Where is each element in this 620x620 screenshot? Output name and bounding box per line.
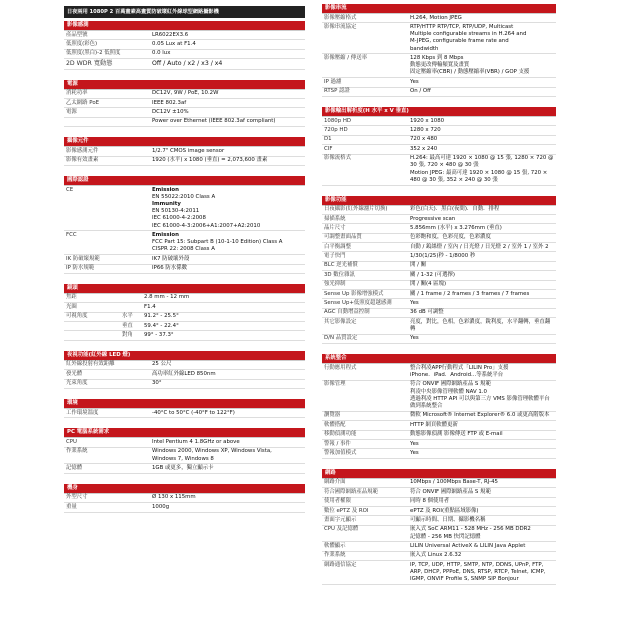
spec-value: 自動 / 鎢絲燈 / 室內 / 日光燈 / 日光燈 2 / 室外 1 / 室外 2 xyxy=(408,243,556,252)
spec-value: 色彩飽和度，色彩亮度，色彩濃度 xyxy=(408,233,556,242)
spec-row xyxy=(322,23,556,54)
spec-row xyxy=(322,271,556,280)
spec-value: DC12V ±10% xyxy=(150,108,305,117)
spec-value: H.264, Motion JPEG xyxy=(408,14,556,23)
spec-label: 軟體顯示 xyxy=(322,542,408,551)
spec-value: 1GB 或更多，獨立顯示卡 xyxy=(150,464,305,473)
spec-label: 可調整畫面品質 xyxy=(322,233,408,242)
right-spec-section xyxy=(322,469,556,585)
spec-table xyxy=(64,494,305,513)
spec-row xyxy=(64,40,305,49)
spec-value: RTP/HTTP RTP/TCP, RTP/UDP, Multicast Multiple configurable streams in H.264 and M-JPEG, configurable frame rate and bandwidth xyxy=(408,23,556,54)
spec-row xyxy=(64,186,305,231)
spec-row xyxy=(322,54,556,78)
spec-label: 作業系統 xyxy=(322,551,408,560)
spec-value: 開 / 關 xyxy=(408,261,556,270)
spec-value: 0.0 lux xyxy=(150,49,305,58)
spec-value: 720 x 480 xyxy=(408,135,556,144)
spec-label: 乙太網路 PoE xyxy=(64,98,150,107)
spec-value: 微軟 Microsoft® Internet Explorer® 6.0 或更高階版本 xyxy=(408,411,556,420)
spec-value: H.264: 最高可達 1920 × 1080 @ 15 張, 1280 × 720 @ 30 張, 720 × 480 @ 30 張 Motion JPEG: 最高可達 1920 × 1080 @ 15 張, 720 × 480 @ 30 張, 352 × 240 @ 30 張 xyxy=(408,154,556,185)
spec-value: LR6022EX3.6 xyxy=(150,31,305,40)
left-spec-section xyxy=(64,137,305,166)
spec-value: Emission FCC Part 15: Subpart B (10-1-10 Edition) Class A CISPR 22: 2008 Class A xyxy=(150,231,305,255)
spec-row xyxy=(322,380,556,411)
spec-value: 59.4° - 22.4° xyxy=(142,322,305,331)
spec-label: 其它影像設定 xyxy=(322,318,408,335)
spec-value: Intel Pentium 4 1.8GHz or above xyxy=(150,438,305,447)
spec-table xyxy=(322,479,556,585)
spec-label: 焦距 xyxy=(64,294,120,303)
spec-value: Ø 130 x 115mm xyxy=(150,494,305,503)
spec-row xyxy=(322,551,556,560)
spec-label: BLC 逆光補償 xyxy=(322,261,408,270)
right-spec-section xyxy=(322,107,556,186)
spec-row xyxy=(322,145,556,154)
spec-value: 1920 x 1080 xyxy=(408,117,556,126)
spec-label: 數位 ePTZ 及 ROI xyxy=(322,506,408,515)
spec-value: 30° xyxy=(150,379,305,388)
section-heading: 電源 xyxy=(64,80,305,89)
spec-label: AGC 自動增益控制 xyxy=(322,308,408,317)
spec-label: 重量 xyxy=(64,503,150,512)
section-heading: 影像感測 xyxy=(64,21,305,30)
section-heading: 影像串流 xyxy=(322,4,556,13)
spec-row xyxy=(64,409,305,418)
spec-sublabel xyxy=(120,294,142,303)
spec-value: 動態影像偵測 影像傳送 FTP 或 E-mail xyxy=(408,430,556,439)
spec-row xyxy=(64,59,305,69)
spec-row xyxy=(322,299,556,308)
spec-table xyxy=(64,147,305,166)
spec-value: 1/30(1/25)秒 - 1/8000 秒 xyxy=(408,252,556,261)
spec-value: 可顯示時間、日期、攝影機名稱 xyxy=(408,516,556,525)
right-column xyxy=(322,0,556,595)
spec-label: 紅外線投射有效距離 xyxy=(64,361,150,370)
spec-label: 軟體搭配 xyxy=(322,421,408,430)
section-heading: 夜視功能(紅外線 LED 燈) xyxy=(64,351,305,360)
spec-label: 影像有效畫素 xyxy=(64,156,150,165)
spec-value: 1000g xyxy=(150,503,305,512)
spec-row xyxy=(322,154,556,185)
spec-row xyxy=(64,147,305,156)
left-spec-section xyxy=(64,428,305,473)
spec-label: 掃描系統 xyxy=(322,214,408,223)
spec-table xyxy=(322,364,556,459)
spec-label: 外型尺寸 xyxy=(64,494,150,503)
spec-row xyxy=(322,206,556,215)
spec-row xyxy=(64,294,305,303)
spec-row xyxy=(322,261,556,270)
right-spec-section xyxy=(322,4,556,97)
spec-value: Yes xyxy=(408,439,556,448)
spec-table xyxy=(64,361,305,389)
spec-value: 同時 8 個使用者 xyxy=(408,497,556,506)
spec-label: 移動偵測功能 xyxy=(322,430,408,439)
spec-label: 發光體 xyxy=(64,370,150,379)
spec-value: DC12V, 9W / PoE, 10.2W xyxy=(150,90,305,99)
spec-row xyxy=(322,318,556,335)
spec-row xyxy=(64,322,305,331)
spec-sublabel: 水平 xyxy=(120,312,142,321)
spec-label: 低照度(彩色) xyxy=(64,40,150,49)
section-heading: PC 電腦系統需求 xyxy=(64,428,305,437)
spec-row xyxy=(322,224,556,233)
spec-label: CIF xyxy=(322,145,408,154)
spec-label: 光圈 xyxy=(64,303,120,312)
spec-sublabel: 垂直 xyxy=(120,322,142,331)
spec-value: 91.2° - 25.5° xyxy=(142,312,305,321)
spec-row xyxy=(322,525,556,542)
spec-label: D/N 品質設定 xyxy=(322,334,408,343)
spec-row xyxy=(322,479,556,488)
spec-row xyxy=(64,494,305,503)
spec-table xyxy=(64,438,305,473)
spec-label: 網路通信協定 xyxy=(322,561,408,585)
spec-value: -40°C to 50°C (-40°F to 122°F) xyxy=(150,409,305,418)
spec-label: 白平衡調整 xyxy=(322,243,408,252)
spec-label: 產品型號 xyxy=(64,31,150,40)
spec-label: 影像管理 xyxy=(322,380,408,411)
spec-label: 影像感測元件 xyxy=(64,147,150,156)
spec-row xyxy=(322,449,556,458)
spec-row xyxy=(322,497,556,506)
spec-table xyxy=(64,186,305,274)
spec-value: 關 / 1 frame / 2 frames / 3 frames / 7 frames xyxy=(408,290,556,299)
spec-value: 10Mbps / 100Mbps Base-T, RJ-45 xyxy=(408,479,556,488)
spec-row xyxy=(322,14,556,23)
spec-value: 彩色(白天)．黑白(夜間)．自動．排程 xyxy=(408,206,556,215)
spec-table xyxy=(64,294,305,341)
spec-label xyxy=(64,322,120,331)
spec-row xyxy=(64,331,305,340)
spec-value: 高功率紅外線LED 850nm xyxy=(150,370,305,379)
spec-row xyxy=(322,542,556,551)
spec-sublabel xyxy=(120,303,142,312)
spec-row xyxy=(64,156,305,165)
left-spec-section xyxy=(64,80,305,128)
spec-row xyxy=(322,421,556,430)
spec-row xyxy=(322,252,556,261)
spec-table xyxy=(64,90,305,128)
spec-label: 瀏覽器 xyxy=(322,411,408,420)
spec-row xyxy=(322,126,556,135)
spec-label: 晶片尺寸 xyxy=(322,224,408,233)
spec-label: 警報 / 事件 xyxy=(322,439,408,448)
spec-value: Windows 2000, Windows XP, Windows Vista, Windows 7, Windows 8 xyxy=(150,447,305,464)
section-heading: 環境 xyxy=(64,399,305,408)
section-heading: 鏡頭 xyxy=(64,284,305,293)
spec-label: 符合國際網路產品規範 xyxy=(322,488,408,497)
spec-value: HTTP 網頁軟體更新 xyxy=(408,421,556,430)
spec-value: Yes xyxy=(408,449,556,458)
spec-value: Yes xyxy=(408,334,556,343)
spec-row xyxy=(64,361,305,370)
spec-row xyxy=(322,439,556,448)
spec-label: 警報加值模式 xyxy=(322,449,408,458)
spec-label: 記憶體 xyxy=(64,464,150,473)
spec-label: IP 防水規範 xyxy=(64,264,150,273)
spec-label xyxy=(64,117,150,126)
spec-value: IP66 防水係數 xyxy=(150,264,305,273)
spec-value: 2.8 mm - 12 mm xyxy=(142,294,305,303)
spec-value: 1/2.7" CMOS image sensor xyxy=(150,147,305,156)
spec-label: 作業系統 xyxy=(64,447,150,464)
spec-table xyxy=(64,409,305,418)
spec-row xyxy=(64,438,305,447)
spec-label: D1 xyxy=(322,135,408,144)
spec-label: 畫面字元顯示 xyxy=(322,516,408,525)
left-spec-section xyxy=(64,351,305,389)
section-heading: 影像功能 xyxy=(322,196,556,205)
spec-table xyxy=(64,31,305,70)
left-spec-section xyxy=(64,284,305,341)
spec-row xyxy=(322,117,556,126)
spec-label: CPU xyxy=(64,438,150,447)
section-heading: 網路 xyxy=(322,469,556,478)
spec-label: 消耗功率 xyxy=(64,90,150,99)
spec-row xyxy=(322,334,556,343)
spec-value: On / Off xyxy=(408,87,556,96)
spec-row xyxy=(322,280,556,289)
left-spec-section xyxy=(64,176,305,274)
page-title: 日夜兩用 1080P 2 百萬畫素高畫質防破壞紅外線球型網路攝影機 xyxy=(64,6,305,18)
spec-label: 工作環境溫度 xyxy=(64,409,150,418)
spec-row xyxy=(64,117,305,126)
spec-row xyxy=(322,87,556,96)
spec-value: 開 / 關(4 區塊) xyxy=(408,280,556,289)
section-heading: 影像輸出解析度(H 水平 x V 垂直) xyxy=(322,107,556,116)
spec-row xyxy=(64,447,305,464)
spec-value: 1280 x 720 xyxy=(408,126,556,135)
spec-row xyxy=(64,98,305,107)
spec-value: 亮度，對比，色相，色彩濃度，銳利度，水平翻轉，垂直翻轉 xyxy=(408,318,556,335)
spec-value: 36 dB 可調整 xyxy=(408,308,556,317)
spec-value: 352 x 240 xyxy=(408,145,556,154)
spec-value: Yes xyxy=(408,299,556,308)
spec-row xyxy=(64,231,305,255)
spec-label: 光束角度 xyxy=(64,379,150,388)
spec-label: Sense Up+低照度超越感測 xyxy=(322,299,408,308)
left-spec-section xyxy=(64,399,305,418)
spec-value: ePTZ 及 ROI(重點區域影像) xyxy=(408,506,556,515)
spec-row xyxy=(322,561,556,585)
spec-table xyxy=(322,117,556,186)
spec-label: RTSP 認證 xyxy=(322,87,408,96)
spec-value: 99° - 37.3° xyxy=(142,331,305,340)
spec-label: 影像壓縮格式 xyxy=(322,14,408,23)
spec-row xyxy=(64,264,305,273)
spec-value: 符合 ONVIF 國際網路產品 S 規範 xyxy=(408,488,556,497)
spec-label: 電子快門 xyxy=(322,252,408,261)
spec-row xyxy=(322,516,556,525)
spec-row xyxy=(64,255,305,264)
right-spec-section xyxy=(322,196,556,345)
spec-table xyxy=(322,206,556,345)
spec-label: 720p HD xyxy=(322,126,408,135)
spec-value: 嵌入式 SoC ARM11 - 528 MHz - 256 MB DDR2 記憶體 - 256 MB 快閃記憶體 xyxy=(408,525,556,542)
section-heading: 系統整合 xyxy=(322,354,556,363)
spec-value: Yes xyxy=(408,78,556,87)
spec-value: 嵌入式 Linux 2.6.32 xyxy=(408,551,556,560)
spec-value: 1920 (水平) x 1080 (垂直) = 2,073,600 畫素 xyxy=(150,156,305,165)
spec-label: 2D WDR 寬動態 xyxy=(64,59,150,69)
spec-row xyxy=(64,31,305,40)
spec-value: 5.856mm (水平) x 3.276mm (垂直) xyxy=(408,224,556,233)
spec-row xyxy=(64,464,305,473)
spec-row xyxy=(322,78,556,87)
section-heading: 機身 xyxy=(64,484,305,493)
spec-row xyxy=(64,379,305,388)
spec-label: IK 防破壞規範 xyxy=(64,255,150,264)
spec-row xyxy=(322,243,556,252)
spec-row xyxy=(322,214,556,223)
spec-value: 0.05 Lux at F1.4 xyxy=(150,40,305,49)
section-heading: 攝像元件 xyxy=(64,137,305,146)
spec-label: CE xyxy=(64,186,150,231)
spec-label: 影像串流協定 xyxy=(322,23,408,54)
left-spec-section xyxy=(64,484,305,513)
spec-row xyxy=(322,430,556,439)
spec-row xyxy=(322,411,556,420)
spec-label: 強光抑制 xyxy=(322,280,408,289)
spec-label: IP 過濾 xyxy=(322,78,408,87)
spec-value: Power over Ethernet (IEEE 802.3af compliant) xyxy=(150,117,305,126)
spec-value: Off / Auto / x2 / x3 / x4 xyxy=(150,59,305,69)
spec-value: 整合利凌APP行動程式「LILIN Pro」支援 iPhone．iPad．Android...等系統平台 xyxy=(408,364,556,380)
spec-label: 1080p HD xyxy=(322,117,408,126)
spec-value: Progressive scan xyxy=(408,214,556,223)
spec-label: CPU 及記憶體 xyxy=(322,525,408,542)
spec-value: IK7 防破壞外殼 xyxy=(150,255,305,264)
spec-label: 3D 數位雜訊 xyxy=(322,271,408,280)
spec-row xyxy=(322,290,556,299)
spec-row xyxy=(64,90,305,99)
spec-value: 關 / 1-32 (可選擇) xyxy=(408,271,556,280)
spec-value: 符合 ONVIF 國際網路產品 S 規範 利凌中央影像管理軟體 NAV 1.0 透過利凌 HTTP API 可以與第三方 VMS 影像管理軟體平台做到系統整合 xyxy=(408,380,556,411)
spec-sublabel: 對角 xyxy=(120,331,142,340)
spec-label: 低照度(黑白)-2 低照度 xyxy=(64,49,150,58)
spec-label: 可視角度 xyxy=(64,312,120,321)
spec-value: IEEE 802.3af xyxy=(150,98,305,107)
spec-row xyxy=(64,49,305,58)
spec-value: F1.4 xyxy=(142,303,305,312)
spec-label xyxy=(64,331,120,340)
spec-label: 影像流格式 xyxy=(322,154,408,185)
spec-label: 行動應用程式 xyxy=(322,364,408,380)
right-spec-section xyxy=(322,354,556,459)
spec-row xyxy=(322,364,556,380)
spec-label: 網路介面 xyxy=(322,479,408,488)
spec-row xyxy=(64,312,305,321)
left-spec-section xyxy=(64,21,305,70)
spec-row xyxy=(64,108,305,117)
spec-row xyxy=(322,135,556,144)
spec-value: LILIN Universal ActiveX & LILIN Java Applet xyxy=(408,542,556,551)
spec-row xyxy=(64,503,305,512)
spec-value: Emission EN 55022:2010 Class A Immunity EN 50130-4:2011 IEC 61000-4-2:2008 IEC 61000-4-3:2006+A1:2007+A2:2010 xyxy=(150,186,305,231)
spec-value: 128 Kbps 到 8 Mbps 動態更改傳輸頻寬及畫質 固定壓縮率(CBR) / 動態壓縮率(VBR) / GOP 支援 xyxy=(408,54,556,78)
spec-label: 影像壓縮 / 傳送率 xyxy=(322,54,408,78)
spec-row xyxy=(322,308,556,317)
spec-value: 25 公尺 xyxy=(150,361,305,370)
spec-row xyxy=(322,233,556,242)
spec-value: IP, TCP, UDP, HTTP, SMTP, NTP, DDNS, UPnP, FTP, ARP, DHCP, PPPoE, DNS, RTSP, RTCP, Telnet, ICMP, IGMP, ONVIF Profile S, SNMP SIP Bonjour xyxy=(408,561,556,585)
section-heading: 國際認證 xyxy=(64,176,305,185)
spec-row xyxy=(322,506,556,515)
spec-label: 使用者權限 xyxy=(322,497,408,506)
left-column xyxy=(64,0,305,523)
spec-label: FCC xyxy=(64,231,150,255)
spec-table xyxy=(322,14,556,97)
spec-label: 電源 xyxy=(64,108,150,117)
spec-row xyxy=(322,488,556,497)
spec-row xyxy=(64,303,305,312)
spec-row xyxy=(64,370,305,379)
spec-label: Sense Up 影像增強模式 xyxy=(322,290,408,299)
spec-label: 日夜攝影(紅外線濾片切換) xyxy=(322,206,408,215)
